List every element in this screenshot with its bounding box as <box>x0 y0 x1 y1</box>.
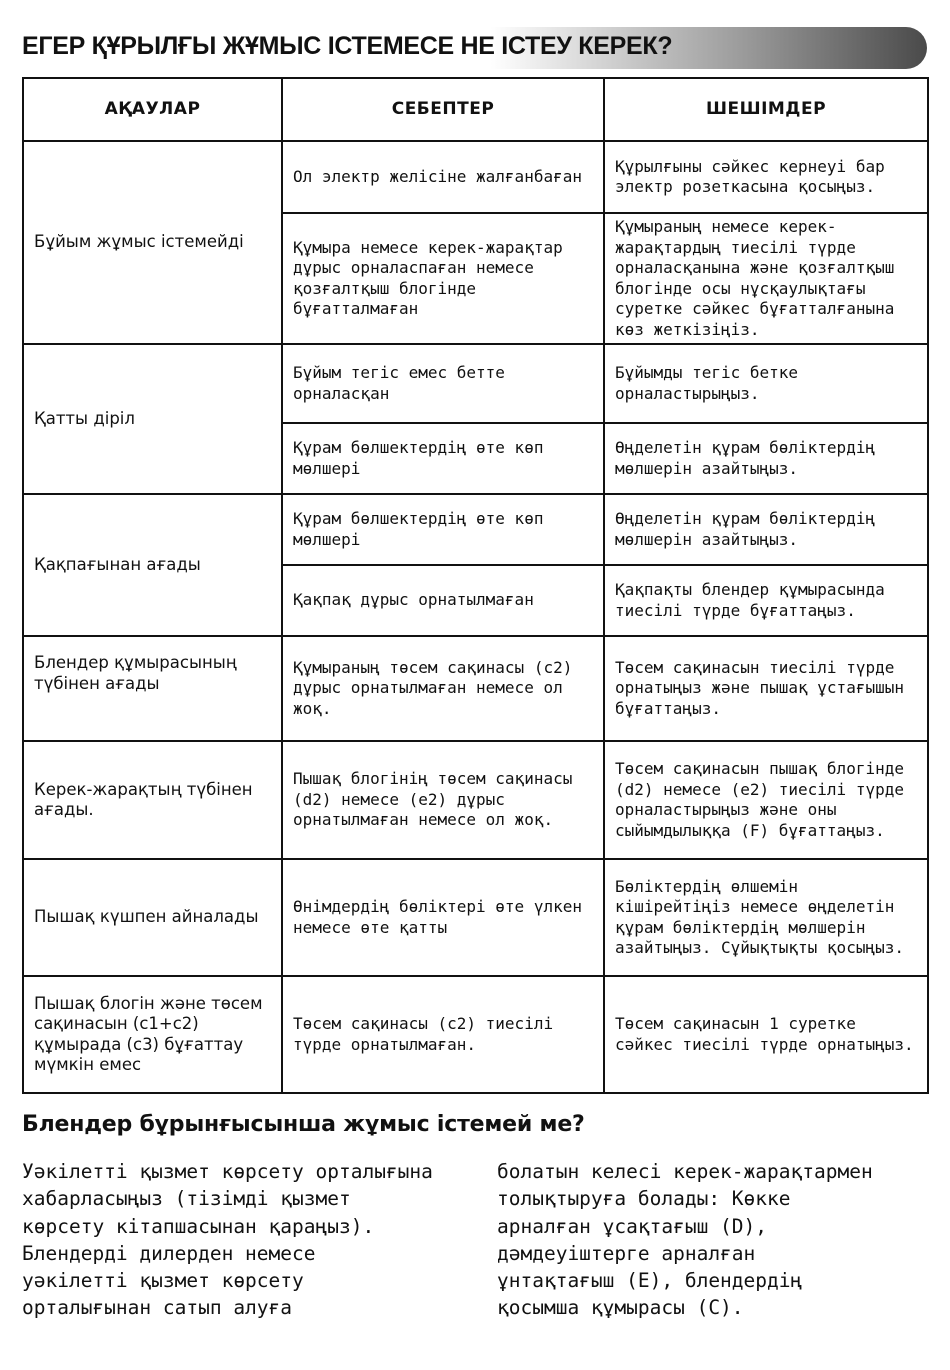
symptom-cell: Пышақ күшпен айналады <box>23 859 282 976</box>
text-line: ұнтақтағыш (E), блендердің <box>497 1269 803 1293</box>
table-row <box>23 859 928 976</box>
symptom-cell: Блендер құмырасының түбінен ағады <box>23 636 282 741</box>
text-line: уәкілетті қызмет көрсету <box>22 1269 304 1293</box>
table-row <box>23 976 928 1093</box>
column-header-symptoms: АҚАУЛАР <box>23 78 282 141</box>
solution-cell: Қақпақты блендер құмырасында тиесілі түрде бұғаттаңыз. <box>604 565 928 636</box>
cause-cell: Төсем сақинасы (c2) тиесілі түрде орнатылмаған. <box>282 976 604 1093</box>
text-line: толықтыруға болады: Көкке <box>497 1187 791 1211</box>
table-row <box>23 636 928 741</box>
column-header-solutions: ШЕШІМДЕР <box>604 78 928 141</box>
text-line: Блендерді дилерден немесе <box>22 1241 316 1265</box>
service-text-left-column <box>22 1158 462 1322</box>
table-header-row <box>23 78 928 141</box>
table-row <box>23 494 928 565</box>
text-line: көрсету кітапшасынан қараңыз). <box>22 1214 375 1238</box>
cause-cell: Қақпақ дұрыс орнатылмаған <box>282 565 604 636</box>
text-line: Уәкілетті қызмет көрсету орталығына <box>22 1160 433 1183</box>
solution-cell: Төсем сақинасын 1 суретке сәйкес тиесілі түрде орнатыңыз. <box>604 976 928 1093</box>
solution-cell: Бөліктердің өлшемін кішірейтіңіз немесе өңделетін құрам бөліктердің мөлшерін азайтыңыз. Сұйықтықты қосыңыз. <box>604 859 928 976</box>
service-text-right-column <box>497 1158 937 1322</box>
solution-cell: Төсем сақинасын пышақ блогінде (d2) немесе (e2) тиесілі түрде орналастырыңыз және оны сыйымдылыққа (F) бұғаттаңыз. <box>604 741 928 859</box>
table-row <box>23 344 928 423</box>
symptom-cell: Бұйым жұмыс істемейді <box>23 141 282 344</box>
cause-cell: Пышақ блогінің төсем сақинасы (d2) немесе (e2) дұрыс орнатылмаған немесе ол жоқ. <box>282 741 604 859</box>
symptom-cell: Қақпағынан ағады <box>23 494 282 636</box>
page-title: ЕГЕР ҚҰРЫЛҒЫ ЖҰМЫС ІСТЕМЕСЕ НЕ ІСТЕУ КЕРЕК? <box>22 32 673 60</box>
solution-cell: Құмыраның немесе керек-жарақтардың тиесілі түрде орналасқанына және қозғалтқыш блогінде осы нұсқаулықтағы суретке сәйкес бұғатталғанына көз жеткізіңіз. <box>604 213 928 344</box>
cause-cell: Ол электр желісіне жалғанбаған <box>282 141 604 213</box>
table-row <box>23 741 928 859</box>
cause-cell: Бұйым тегіс емес бетте орналасқан <box>282 344 604 423</box>
service-section-title: Блендер бұрынғысынша жұмыс істемей ме? <box>22 1112 585 1137</box>
solution-cell: Төсем сақинасын тиесілі түрде орнатыңыз және пышақ ұстағышын бұғаттаңыз. <box>604 636 928 741</box>
solution-cell: Өңделетін құрам бөліктердің мөлшерін азайтыңыз. <box>604 494 928 565</box>
cause-cell: Құмыра немесе керек-жарақтар дұрыс орналаспаған немесе қозғалтқыш блогінде бұғатталмаған <box>282 213 604 344</box>
text-line: қосымша құмырасы (C). <box>497 1296 744 1320</box>
text-line: орталығынан сатып алуға <box>22 1296 293 1320</box>
solution-cell: Бұйымды тегіс бетке орналастырыңыз. <box>604 344 928 423</box>
cause-cell: Құрам бөлшектердің өте көп мөлшері <box>282 494 604 565</box>
symptom-cell: Пышақ блогін және төсем сақинасын (c1+c2) құмырада (c3) бұғаттау мүмкін емес <box>23 976 282 1093</box>
symptom-cell: Керек-жарақтың түбінен ағады. <box>23 741 282 859</box>
solution-cell: Құрылғыны сәйкес кернеуі бар электр розеткасына қосыңыз. <box>604 141 928 213</box>
text-line: болатын келесі керек-жарақтармен <box>497 1160 873 1183</box>
troubleshooting-table <box>22 77 929 1094</box>
column-header-causes: СЕБЕПТЕР <box>282 78 604 141</box>
cause-cell: Өнімдердің бөліктері өте үлкен немесе өте қатты <box>282 859 604 976</box>
text-line: хабарласыңыз (тізімді қызмет <box>22 1187 351 1211</box>
solution-cell: Өңделетін құрам бөліктердің мөлшерін азайтыңыз. <box>604 423 928 494</box>
text-line: арналған ұсақтағыш (D), <box>497 1214 768 1238</box>
cause-cell: Құрам бөлшектердің өте көп мөлшері <box>282 423 604 494</box>
text-line: дәмдеуіштерге арналған <box>497 1241 756 1265</box>
symptom-cell: Қатты діріл <box>23 344 282 494</box>
cause-cell: Құмыраның төсем сақинасы (c2) дұрыс орнатылмаған немесе ол жоқ. <box>282 636 604 741</box>
table-row <box>23 141 928 213</box>
